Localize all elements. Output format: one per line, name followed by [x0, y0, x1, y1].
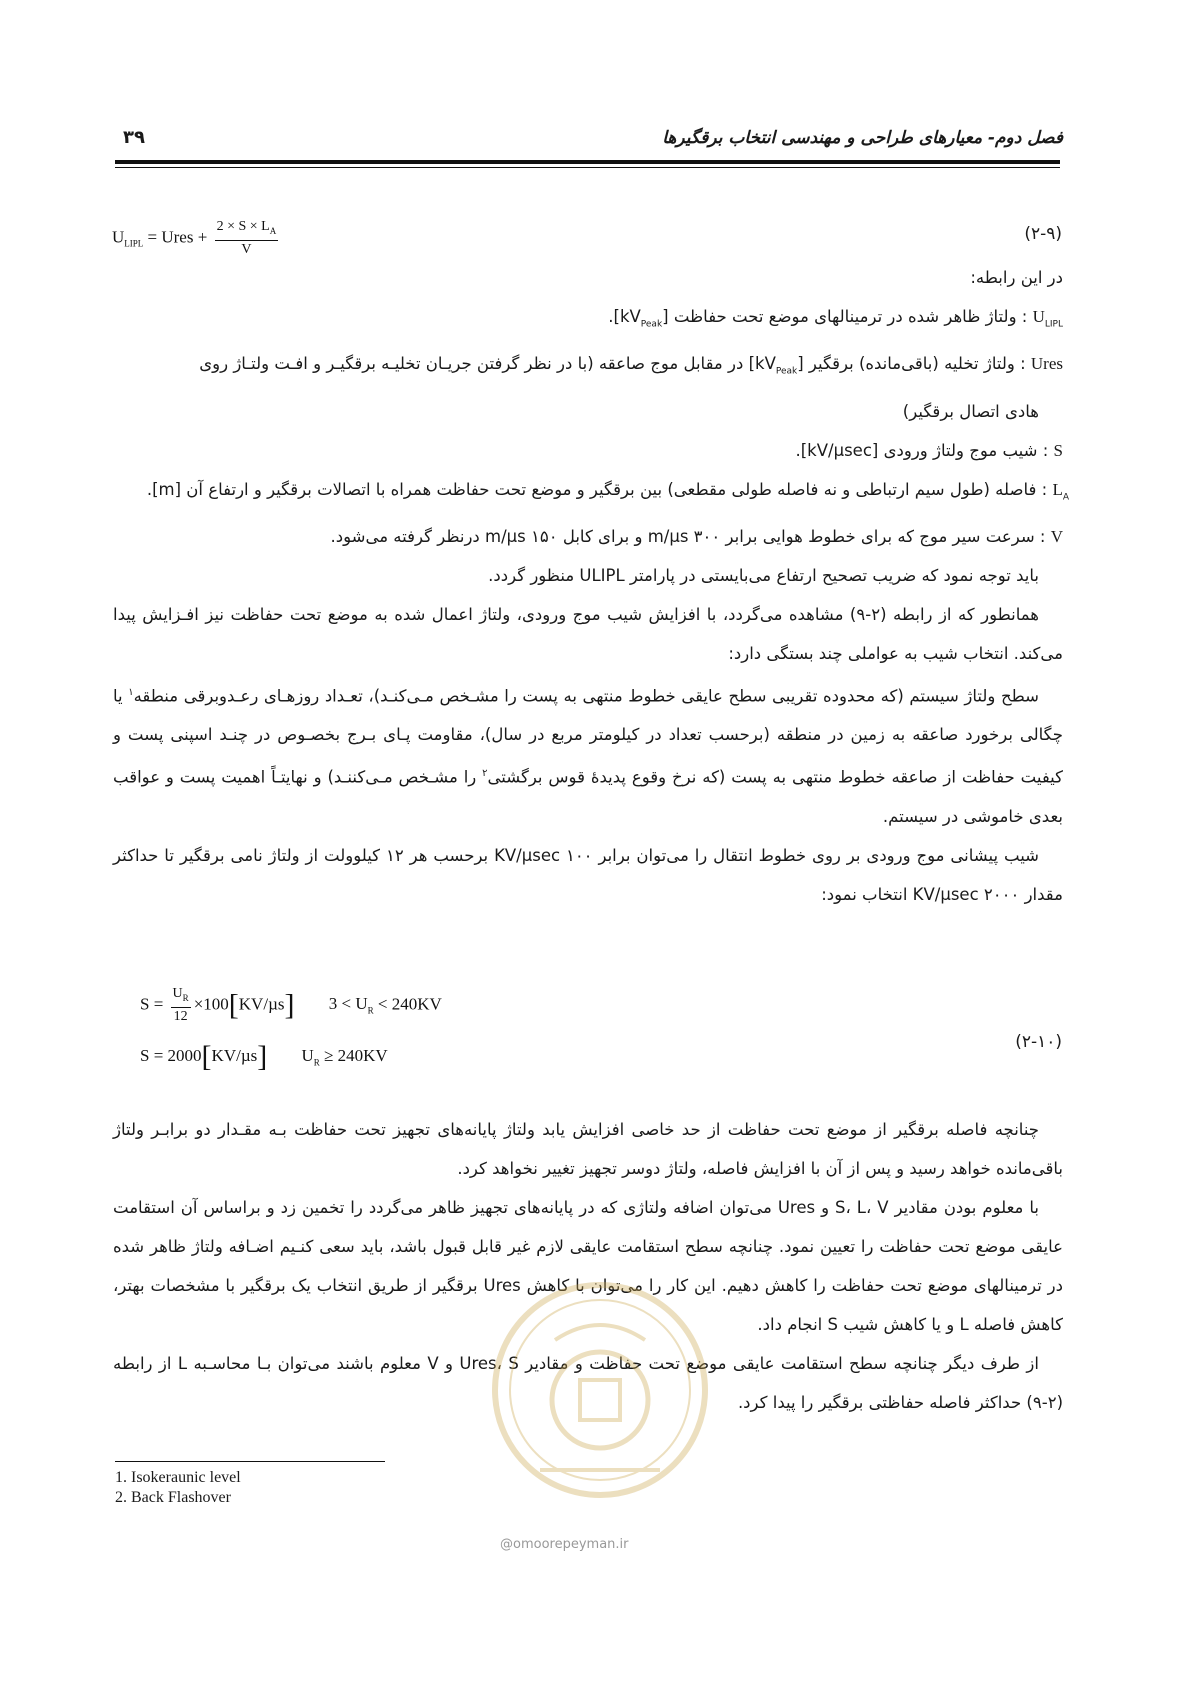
paragraph-max-distance: از طرف دیگر چنانچه سطح استقامت عایقی موضع تحت حفاظت و مقادیر Ures، S و V معلوم باشند می‌توان بـا محاسـبه L از رابطه (۲-۹) حداکثر فاصله حفاظتی برقگیر را پیدا کرد.: [113, 1354, 1063, 1412]
equation-number-2-9: (۲-۹): [1024, 224, 1062, 244]
watermark-url: @omoorepeyman.ir: [500, 1537, 629, 1552]
watermark-seal-icon: [480, 1270, 720, 1530]
equation-number-2-10: (۲-۱۰): [1015, 1032, 1062, 1052]
definition-ures-continued: هادی اتصال برقگیر): [902, 401, 1039, 421]
footnote-rule: [115, 1461, 385, 1462]
paragraph-factors: سطح ولتاژ سیستم (که محدوده تقریبی سطح عایقی خطوط منتهی به پست را مشـخص مـی‌کنـد)، تعـداد روزهـای رعـدوبرقی منطقه$^۱$ یا چگالی برخورد صاعقه به زمین در منطقه (برحسب تعداد در کیلومتر مربع در سال)، مقاومت پـای بـرج بخصـوص در چنـد اسپنی پست و کیفیت حفاظت از صاعقه خطوط منتهی به پست (که نرخ وقوع پدیدهٔ قوس برگشتی$^۲$ را مشـخص مـی‌کننـد) و نهایتـاً اهمیت پست و عواقب بعدی خاموشی در سیستم.: [113, 686, 1064, 826]
definition-la: $L_A$ : فاصله (طول سیم ارتباطی و نه فاصله طولی مقطعی) بین برقگیر و موضع تحت حفاظت همراه با اتصالات برقگیر و ارتفاع آن [m].: [146, 479, 1069, 502]
page-number: ۳۹: [123, 127, 145, 148]
body-text: [113, 258, 1069, 914]
header-rule-thick: [115, 160, 1060, 164]
definition-s: S : شیب موج ولتاژ ورودی [kV/µsec].: [795, 440, 1063, 460]
paragraph-known-values: با معلوم بودن مقادیر S، L، V و Ures می‌توان اضافه ولتاژی که در پایانه‌های تجهیز ظاهر می‌گردد را تخمین زد و براساس آن استقامت عایقی موضع تحت حفاظت را تعیین نمود. چنانچه سطح استقامت عایقی لازم غیر قابل قبول باشد، باید سعی کنـیم اضـافه ولتاژ ظاهر شده در ترمینالهای موضع تحت حفاظت را کاهش دهیم. این کار را می‌توان با کاهش Ures برقگیر از طریق انتخاب یک برقگیر با مشخصات بهتر، کاهش فاصله L و یا کاهش شیب S انجام داد.: [113, 1198, 1063, 1334]
footnote-2: 2. Back Flashover: [115, 1489, 231, 1506]
definitions-intro: در این رابطه:: [970, 268, 1063, 287]
definition-u-lipl: $U_{LIPL}$ : ولتاژ ظاهر شده در ترمینالهای موضع تحت حفاظت $[kV_{Peak}]$.: [608, 307, 1063, 330]
paragraph-distance-effect: چنانچه فاصله برقگیر از موضع تحت حفاظت از حد خاصی افزایش یابد ولتاژ پایانه‌های تجهیز تحت حفاظت بـه مقـدار دو برابـر ولتاژ باقی‌مانده خواهد رسید و پس از آن با افزایش فاصله، ولتاژ دوسر تجهیز تغییر نخواهد کرد.: [113, 1120, 1063, 1178]
paragraph-slope-value: شیب پیشانی موج ورودی بر روی خطوط انتقال را می‌توان برابر KV/µsec ۱۰۰ برحسب هر ۱۲ کیلوولت از ولتاژ نامی برقگیر تا حداکثر مقدار KV/µsec ۲۰۰۰ انتخاب نمود:: [113, 845, 1063, 904]
footnotes: [115, 1468, 241, 1508]
paragraph-slope-intro: همانطور که از رابطه (۲-۹) مشاهده می‌گردد، با افزایش شیب موج ورودی، ولتاژ اعمال شده به موضع تحت حفاظت نیز افـزایش پیدا می‌کند. انتخاب شیب به عواملی چند بستگی دارد:: [113, 604, 1063, 663]
definition-ures: Ures : ولتاژ تخلیه (باقی‌مانده) برقگیر $[kV_{Peak}]$ در مقابل موج صاعقه (با در نظر گرفتن جریـان تخلیـه برقگیـر و افـت ولتـاژ روی: [199, 354, 1063, 377]
equation-2-9: $U_{LIPL}$ = Ures + $\frac{2 \times S \times L_A}{V}$: [112, 219, 277, 257]
running-header-title: فصل دوم- معیارهای طراحی و مهندسی انتخاب برقگیرها: [662, 128, 1063, 148]
footnote-1: 1. Isokeraunic level: [115, 1469, 241, 1486]
header-rule-thin: [115, 167, 1060, 168]
equation-2-10-line-2: S = 2000[KV/µs] $U_R \ge 240KV$: [140, 1040, 388, 1073]
paragraph-altitude-note: باید توجه نمود که ضریب تصحیح ارتفاع می‌بایستی در پارامتر ULIPL منظور گردد.: [488, 565, 1039, 585]
equation-2-10-line-1: S = $\frac{U_R}{12}$ ×100[KV/µs] $3 < U_R < 240KV$: [140, 986, 442, 1024]
definition-v: V : سرعت سیر موج که برای خطوط هوایی برابر m/µs ۳۰۰ و برای کابل m/µs ۱۵۰ درنظر گرفته می‌شود.: [330, 526, 1063, 546]
